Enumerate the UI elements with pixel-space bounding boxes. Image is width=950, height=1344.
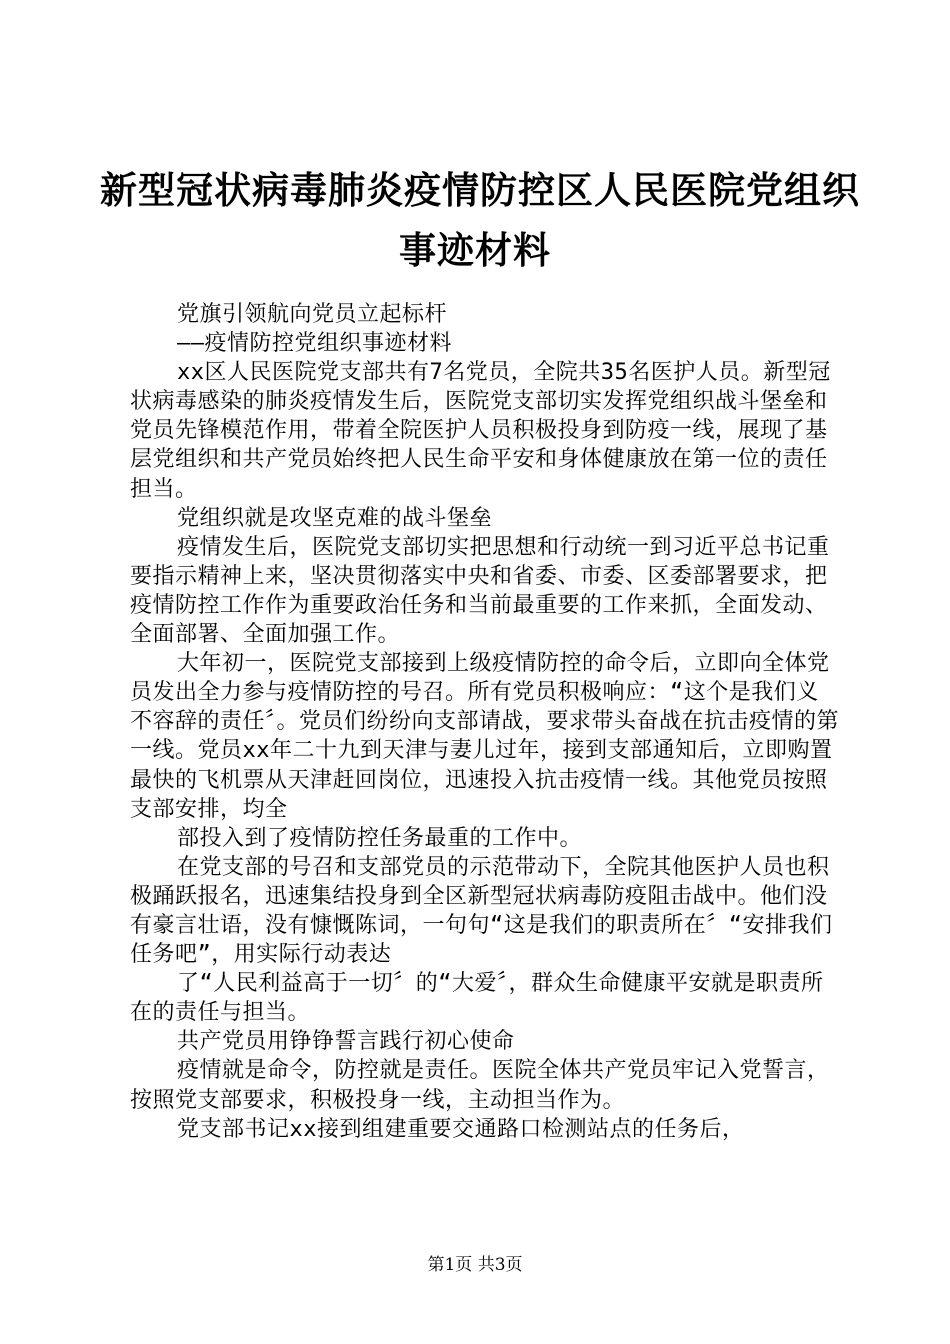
paragraph: 疫情发生后，医院党支部切实把思想和行动统一到习近平总书记重要指示精神上来，坚决贯彻落实中央和省委、市委、区委部署要求，把疫情防控工作作为重要政治任务和当前最重要的工作来抓，全面发动、全面部署、全面加强工作。 bbox=[130, 534, 830, 648]
paragraph: 疫情就是命令，防控就是责任。医院全体共产党员牢记入党誓言，按照党支部要求，积极投身一线，主动担当作为。 bbox=[130, 1058, 830, 1113]
paragraph: 大年初一，医院党支部接到上级疫情防控的命令后，立即向全体党员发出全力参与疫情防控的号召。所有党员积极响应：“这个是我们义不容辞的责任〞。党员们纷纷向支部请战，要求带头奋战在抗击疫情的第一线。党员xx年二十九到天津与妻儿过年，接到支部通知后，立即购置最快的飞机票从天津赶回岗位，迅速投入抗击疫情一线。其他党员按照支部安排，均全 bbox=[130, 651, 840, 822]
paragraph: 了“人民利益高于一切〞的“大爱〞，群众生命健康平安就是职责所在的责任与担当。 bbox=[130, 971, 824, 1026]
subtitle-sub: ——疫情防控党组织事迹材料 bbox=[177, 331, 452, 357]
paragraph: xx区人民医院党支部共有7名党员，全院共35名医护人员。新型冠状病毒感染的肺炎疫情发生后，医院党支部切实发挥党组织战斗堡垒和党员先锋模范作用，带着全院医护人员积极投身到防疫一线，展现了基层党组织和共产党员始终把人民生命平安和身体健康放在第一位的责任担当。 bbox=[130, 360, 831, 502]
document-title-line-1: 新型冠状病毒肺炎疫情防控区人民医院党组织 bbox=[100, 168, 860, 212]
document-title-line-2: 事迹材料 bbox=[399, 228, 551, 272]
section-heading: 共产党员用铮铮誓言践行初心使命 bbox=[177, 1029, 515, 1055]
subtitle: 党旗引领航向党员立起标杆 bbox=[177, 302, 448, 327]
paragraph: 在党支部的号召和支部党员的示范带动下，全院其他医护人员也积极踊跃报名，迅速集结投身到全区新型冠状病毒防疫阻击战中。他们没有豪言壮语，没有慷慨陈词，一句句“这是我们的职责所在〞“安排我们任务吧”，用实际行动表达 bbox=[130, 854, 833, 968]
section-heading: 党组织就是攻坚克难的战斗堡垒 bbox=[177, 505, 493, 531]
page-footer: 第1页 共3页 bbox=[427, 1255, 523, 1275]
document-body bbox=[130, 300, 840, 1144]
paragraph: 党支部书记xx接到组建重要交通路口检测站点的任务后， bbox=[177, 1116, 745, 1142]
paragraph: 部投入到了疫情防控任务最重的工作中。 bbox=[177, 825, 583, 851]
